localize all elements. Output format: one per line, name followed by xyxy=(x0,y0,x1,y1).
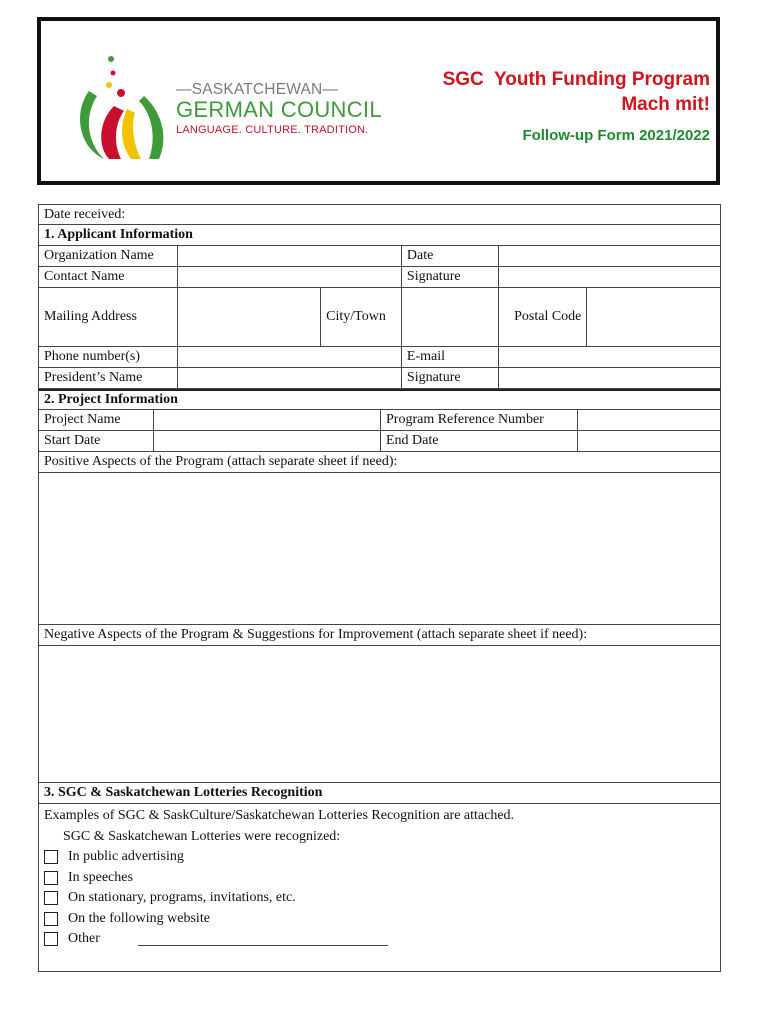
title-block xyxy=(443,67,710,147)
program-ref-field[interactable] xyxy=(578,410,720,430)
other-field[interactable] xyxy=(138,933,388,946)
option-other xyxy=(44,929,715,950)
recognized-line xyxy=(44,827,715,848)
logo-line-1: —SASKATCHEWAN— xyxy=(176,81,339,98)
option-speeches xyxy=(44,868,715,889)
program-ref-label: Program Reference Number xyxy=(381,410,578,430)
address-row xyxy=(38,288,721,347)
org-name-label: Organization Name xyxy=(39,246,178,266)
positive-aspects-field[interactable] xyxy=(38,473,721,625)
option-stationary xyxy=(44,888,715,909)
negative-label-row xyxy=(38,625,721,646)
option-label: Other xyxy=(68,931,100,947)
option-label: In public advertising xyxy=(68,849,184,865)
checkbox-other[interactable] xyxy=(44,932,58,946)
president-row xyxy=(38,368,721,389)
email-label: E-mail xyxy=(402,347,499,367)
option-public-advertising xyxy=(44,847,715,868)
program-subtitle: Mach mit! xyxy=(621,94,710,115)
signature-label: Signature xyxy=(402,267,499,287)
checkbox-public-advertising[interactable] xyxy=(44,850,58,864)
phone-label: Phone number(s) xyxy=(39,347,178,367)
option-label: On the following website xyxy=(68,910,210,926)
section1-header-row xyxy=(38,225,721,246)
city-town-field[interactable] xyxy=(402,288,499,346)
end-date-field[interactable] xyxy=(578,431,720,451)
logo-line-3: LANGUAGE. CULTURE. TRADITION. xyxy=(176,124,369,136)
checkbox-website[interactable] xyxy=(44,912,58,926)
logo-line-2: GERMAN COUNCIL xyxy=(176,97,382,122)
org-row xyxy=(38,246,721,267)
date-received-label: Date received: xyxy=(44,206,126,222)
negative-aspects-label: Negative Aspects of the Program & Suggestions for Improvement (attach separate sheet if need): xyxy=(44,627,588,642)
checkbox-speeches[interactable] xyxy=(44,871,58,885)
recognized-text: SGC & Saskatchewan Lotteries were recognized: xyxy=(63,828,341,844)
start-date-label: Start Date xyxy=(39,431,154,451)
section3-title: 3. SGC & Saskatchewan Lotteries Recognition xyxy=(44,785,323,800)
sgc-logo-icon xyxy=(69,51,169,161)
form-header xyxy=(37,17,720,185)
president-label: President’s Name xyxy=(39,368,178,388)
signature2-label: Signature xyxy=(402,368,499,388)
program-title: SGC Youth Funding Program xyxy=(442,69,710,90)
email-field[interactable] xyxy=(499,347,720,367)
date-received-row xyxy=(38,204,721,225)
applicant-section xyxy=(38,204,721,972)
option-label: On stationary, programs, invitations, etc. xyxy=(68,890,296,906)
end-date-label: End Date xyxy=(381,431,578,451)
section2-header-row xyxy=(38,389,721,410)
city-town-label: City/Town xyxy=(321,288,402,346)
signature-field[interactable] xyxy=(499,267,720,287)
signature2-field[interactable] xyxy=(499,368,720,388)
section2-title: 2. Project Information xyxy=(44,392,178,407)
date-field[interactable] xyxy=(499,246,720,266)
examples-line xyxy=(44,806,715,827)
contact-name-label: Contact Name xyxy=(39,267,178,287)
examples-text: Examples of SGC & SaskCulture/Saskatchewan Lotteries Recognition are attached. xyxy=(44,808,515,824)
project-name-field[interactable] xyxy=(154,410,381,430)
option-label: In speeches xyxy=(68,869,133,885)
postal-code-field[interactable] xyxy=(587,288,720,346)
section3-header-row xyxy=(38,783,721,804)
mailing-address-field[interactable] xyxy=(178,288,322,346)
positive-aspects-label: Positive Aspects of the Program (attach separate sheet if need): xyxy=(44,454,398,469)
project-name-row xyxy=(38,410,721,431)
contact-name-field[interactable] xyxy=(178,267,402,287)
phone-row xyxy=(38,347,721,368)
contact-row xyxy=(38,267,721,288)
dates-row xyxy=(38,431,721,452)
mailing-address-label: Mailing Address xyxy=(39,288,178,346)
president-field[interactable] xyxy=(178,368,402,388)
section1-title: 1. Applicant Information xyxy=(44,227,193,242)
form-year-title: Follow-up Form 2021/2022 xyxy=(522,127,710,144)
date-label: Date xyxy=(402,246,499,266)
phone-field[interactable] xyxy=(178,347,402,367)
positive-label-row xyxy=(38,452,721,473)
logo-wordmark xyxy=(176,81,382,136)
checkbox-stationary[interactable] xyxy=(44,891,58,905)
option-website xyxy=(44,909,715,930)
org-name-field[interactable] xyxy=(178,246,402,266)
negative-aspects-field[interactable] xyxy=(38,646,721,783)
project-name-label: Project Name xyxy=(39,410,154,430)
recognition-box xyxy=(38,804,721,972)
start-date-field[interactable] xyxy=(154,431,381,451)
postal-code-label: Postal Code xyxy=(499,288,588,346)
